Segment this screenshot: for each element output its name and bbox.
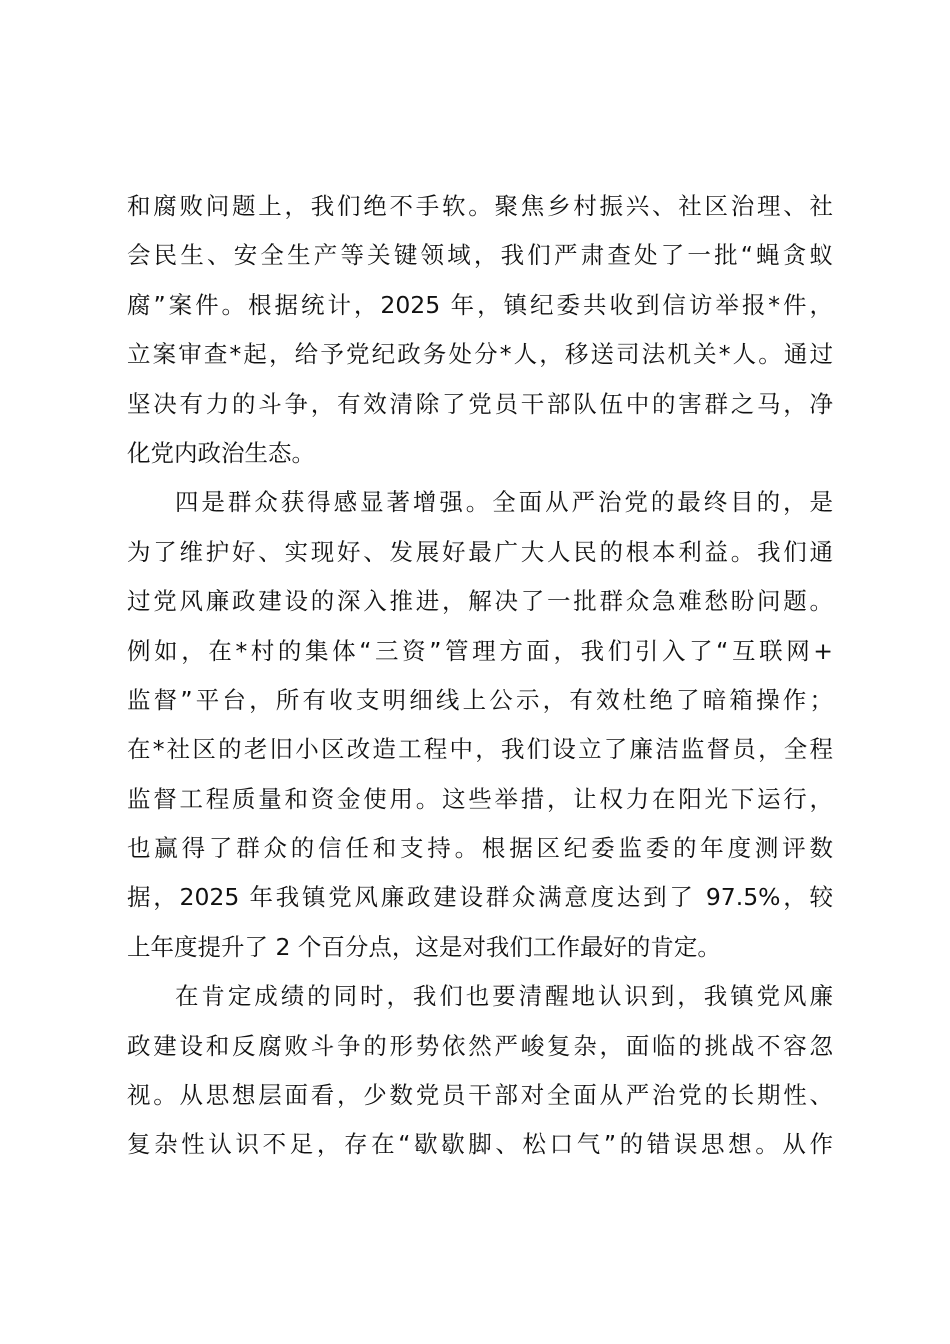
text-line: 立案审查*起，给予党纪政务处分*人，移送司法机关*人。通过 [127,340,833,369]
text-line: 视。从思想层面看，少数党员干部对全面从严治党的长期性、 [127,1081,833,1110]
text-line: 监督”平台，所有收支明细线上公示，有效杜绝了暗箱操作； [127,685,833,714]
text-line: 据，2025 年我镇党风廉政建设群众满意度达到了 97.5%，较 [127,883,833,912]
text-line: 也赢得了群众的信任和支持。根据区纪委监委的年度测评数 [127,834,833,863]
document-page [127,182,833,1170]
text-line: 会民生、安全生产等关键领域，我们严肃查处了一批“蝇贪蚁 [127,241,833,270]
text-line: 在肯定成绩的同时，我们也要清醒地认识到，我镇党风廉 [175,982,833,1011]
text-line: 例如，在*村的集体“三资”管理方面，我们引入了“互联网+ [127,636,833,665]
text-line: 和腐败问题上，我们绝不手软。聚焦乡村振兴、社区治理、社 [127,192,833,220]
text-line: 腐”案件。根据统计，2025 年，镇纪委共收到信访举报*件， [127,290,833,319]
text-line: 坚决有力的斗争，有效清除了党员干部队伍中的害群之马，净 [127,389,833,418]
text-line: 在*社区的老旧小区改造工程中，我们设立了廉洁监督员，全程 [127,735,833,764]
text-line: 四是群众获得感显著增强。全面从严治党的最终目的，是 [175,488,833,517]
paragraph [127,478,833,972]
paragraph [127,182,833,478]
paragraph [127,972,833,1170]
text-line: 复杂性认识不足，存在“歇歇脚、松口气”的错误思想。从作 [127,1130,833,1159]
text-line: 监督工程质量和资金使用。这些举措，让权力在阳光下运行， [127,784,833,813]
text-line: 过党风廉政建设的深入推进，解决了一批群众急难愁盼问题。 [127,587,833,616]
text-line: 化党内政治生态。 [127,438,315,467]
text-line: 为了维护好、实现好、发展好最广大人民的根本利益。我们通 [127,537,833,566]
text-line: 上年度提升了 2 个百分点，这是对我们工作最好的肯定。 [127,932,721,961]
text-line: 政建设和反腐败斗争的形势依然严峻复杂，面临的挑战不容忽 [127,1031,833,1060]
